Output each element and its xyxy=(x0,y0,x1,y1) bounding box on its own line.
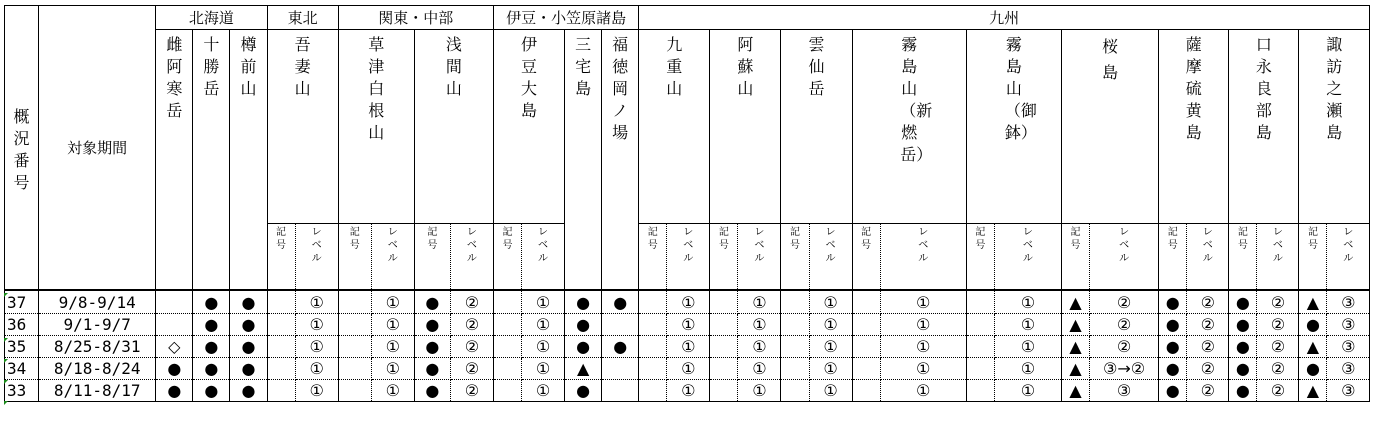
sub-mark-label: 記号 xyxy=(1167,227,1178,251)
table-row xyxy=(5,358,1370,380)
sub-level-kuju xyxy=(667,224,710,291)
cell-oshima-l: ① xyxy=(522,290,565,314)
cell-kusatsu-m xyxy=(338,290,371,314)
cell-oshima-m xyxy=(493,290,521,314)
sub-mark-azuma xyxy=(267,224,295,291)
cell-suwa-l: ③ xyxy=(1327,380,1370,402)
cell-no: 33 xyxy=(5,380,39,402)
cell-no: 36 xyxy=(5,314,39,336)
cell-satsuma-l: ② xyxy=(1187,336,1229,358)
no-label: 概況番号 xyxy=(13,106,30,192)
region-kanto: 関東・中部 xyxy=(338,6,493,30)
cell-period: 9/1-9/7 xyxy=(39,314,156,336)
cell-aso-m xyxy=(710,336,738,358)
cell-kusatsu-m xyxy=(338,314,371,336)
cell-period: 8/18-8/24 xyxy=(39,358,156,380)
cell-kuchi-m: ● xyxy=(1229,290,1257,314)
cell-kuju-l: ① xyxy=(667,358,710,380)
cell-tarumae: ● xyxy=(230,314,267,336)
sub-level-suwa xyxy=(1327,224,1370,291)
volcano-unzen: 雲仙岳 xyxy=(781,30,852,224)
comment-flag xyxy=(4,359,8,363)
cell-kuju-m xyxy=(639,380,667,402)
cell-tarumae: ● xyxy=(230,380,267,402)
volcano-tarumae: 樽前山 xyxy=(230,30,267,291)
comment-flag xyxy=(4,401,8,405)
cell-sakura-l: ③ xyxy=(1090,380,1159,402)
cell-unzen-l: ① xyxy=(809,380,852,402)
volcano-sakurajima: 桜島 xyxy=(1061,30,1158,224)
sub-level-ohachi xyxy=(994,224,1061,291)
cell-suwa-m: ● xyxy=(1299,314,1327,336)
cell-tokachi: ● xyxy=(193,290,230,314)
cell-kusatsu-l: ① xyxy=(371,314,414,336)
cell-satsuma-l: ② xyxy=(1187,358,1229,380)
cell-azuma-m xyxy=(267,336,295,358)
cell-aso-m xyxy=(710,380,738,402)
region-izu: 伊豆・小笠原諸島 xyxy=(493,6,638,30)
cell-asama-m: ● xyxy=(414,380,450,402)
cell-ohachi-m xyxy=(966,290,994,314)
sub-mark-label: 記号 xyxy=(718,227,729,251)
sub-level-kusatsu xyxy=(371,224,414,291)
sub-level-label: レベル xyxy=(754,227,765,264)
cell-sakura-m: ▲ xyxy=(1061,336,1089,358)
sub-level-asama xyxy=(450,224,493,291)
volcano-kuchinoerabu: 口永良部島 xyxy=(1229,30,1299,224)
cell-shinmoe-m xyxy=(852,290,880,314)
cell-kuju-l: ① xyxy=(667,380,710,402)
cell-suwa-l: ③ xyxy=(1327,314,1370,336)
volcano-kusatsu: 草津白根山 xyxy=(338,30,414,224)
cell-oshima-m xyxy=(493,314,521,336)
cell-oshima-m xyxy=(493,380,521,402)
cell-kuchi-l: ② xyxy=(1257,290,1299,314)
cell-kuju-l: ① xyxy=(667,314,710,336)
cell-meakan xyxy=(156,290,193,314)
sub-level-label: レベル xyxy=(387,227,398,264)
sub-level-azuma xyxy=(295,224,338,291)
sub-mark-oshima xyxy=(493,224,521,291)
cell-oshima-m xyxy=(493,358,521,380)
cell-kusatsu-l: ① xyxy=(371,290,414,314)
cell-period: 8/25-8/31 xyxy=(39,336,156,358)
sub-mark-sakura xyxy=(1061,224,1089,291)
cell-aso-m xyxy=(710,290,738,314)
cell-suwa-m: ▲ xyxy=(1299,336,1327,358)
sub-mark-label: 記号 xyxy=(789,227,800,251)
sub-mark-label: 記号 xyxy=(1237,227,1248,251)
cell-no: 37 xyxy=(5,290,39,314)
sub-level-aso xyxy=(738,224,781,291)
cell-miyake: ▲ xyxy=(565,358,602,380)
cell-shinmoe-l: ① xyxy=(880,290,966,314)
cell-kuju-l: ① xyxy=(667,290,710,314)
cell-kuchi-m: ● xyxy=(1229,380,1257,402)
data-rows xyxy=(5,290,1370,402)
cell-kuchi-m: ● xyxy=(1229,358,1257,380)
sub-mark-satsuma xyxy=(1159,224,1187,291)
cell-kuchi-l: ② xyxy=(1257,380,1299,402)
cell-ohachi-l: ① xyxy=(994,380,1061,402)
cell-unzen-m xyxy=(781,314,809,336)
cell-unzen-m xyxy=(781,290,809,314)
cell-kuju-l: ① xyxy=(667,336,710,358)
cell-sakura-m: ▲ xyxy=(1061,314,1089,336)
volcano-kirishima-shinmoe: 霧島山（新燃岳） xyxy=(852,30,966,224)
cell-ohachi-l: ① xyxy=(994,336,1061,358)
header-no xyxy=(5,6,39,291)
cell-kuju-m xyxy=(639,336,667,358)
cell-aso-m xyxy=(710,358,738,380)
sub-level-oshima xyxy=(522,224,565,291)
region-tohoku: 東北 xyxy=(267,6,338,30)
cell-aso-m xyxy=(710,314,738,336)
cell-asama-m: ● xyxy=(414,314,450,336)
volcano-aso: 阿蘇山 xyxy=(710,30,781,224)
cell-meakan: ● xyxy=(156,380,193,402)
cell-satsuma-l: ② xyxy=(1187,314,1229,336)
cell-azuma-l: ① xyxy=(295,314,338,336)
sub-level-kuchi xyxy=(1257,224,1299,291)
cell-unzen-l: ① xyxy=(809,314,852,336)
cell-sakura-m: ▲ xyxy=(1061,380,1089,402)
cell-miyake: ● xyxy=(565,290,602,314)
cell-suwa-l: ③ xyxy=(1327,290,1370,314)
cell-azuma-l: ① xyxy=(295,380,338,402)
cell-azuma-m xyxy=(267,358,295,380)
cell-azuma-m xyxy=(267,314,295,336)
cell-tarumae: ● xyxy=(230,358,267,380)
sub-mark-aso xyxy=(710,224,738,291)
cell-unzen-m xyxy=(781,336,809,358)
cell-no: 34 xyxy=(5,358,39,380)
volcano-meakan: 雌阿寒岳 xyxy=(156,30,193,291)
sub-level-satsuma xyxy=(1187,224,1229,291)
region-hokkaido: 北海道 xyxy=(156,6,267,30)
cell-no: 35 xyxy=(5,336,39,358)
cell-ohachi-m xyxy=(966,336,994,358)
cell-unzen-l: ① xyxy=(809,336,852,358)
cell-fukutoku xyxy=(602,358,639,380)
volcano-asama: 浅間山 xyxy=(414,30,493,224)
sub-level-sakura xyxy=(1090,224,1159,291)
sub-mark-asama xyxy=(414,224,450,291)
cell-miyake: ● xyxy=(565,314,602,336)
cell-kuchi-m: ● xyxy=(1229,336,1257,358)
sub-mark-label: 記号 xyxy=(502,227,513,251)
sub-level-label: レベル xyxy=(918,227,929,264)
volcano-kuju: 九重山 xyxy=(639,30,710,224)
table-row xyxy=(5,314,1370,336)
cell-kuchi-m: ● xyxy=(1229,314,1257,336)
cell-aso-l: ① xyxy=(738,290,781,314)
cell-satsuma-l: ② xyxy=(1187,380,1229,402)
region-kyushu: 九州 xyxy=(639,6,1370,30)
cell-meakan: ● xyxy=(156,358,193,380)
cell-kusatsu-m xyxy=(338,380,371,402)
cell-asama-l: ② xyxy=(450,358,493,380)
cell-ohachi-m xyxy=(966,314,994,336)
cell-tarumae: ● xyxy=(230,336,267,358)
cell-fukutoku xyxy=(602,380,639,402)
cell-kuju-m xyxy=(639,314,667,336)
cell-sakura-l: ② xyxy=(1090,314,1159,336)
sub-mark-ohachi xyxy=(966,224,994,291)
cell-kusatsu-l: ① xyxy=(371,380,414,402)
cell-shinmoe-m xyxy=(852,380,880,402)
cell-fukutoku xyxy=(602,314,639,336)
header-period: 対象期間 xyxy=(39,6,156,291)
volcano-miyake: 三宅島 xyxy=(565,30,602,291)
cell-asama-l: ② xyxy=(450,314,493,336)
volcano-status-table xyxy=(4,5,1370,402)
cell-ohachi-m xyxy=(966,358,994,380)
cell-satsuma-m: ● xyxy=(1159,290,1187,314)
cell-satsuma-l: ② xyxy=(1187,290,1229,314)
cell-ohachi-l: ① xyxy=(994,358,1061,380)
table-row xyxy=(5,290,1370,314)
cell-satsuma-m: ● xyxy=(1159,380,1187,402)
cell-azuma-m xyxy=(267,290,295,314)
cell-aso-l: ① xyxy=(738,380,781,402)
cell-aso-l: ① xyxy=(738,314,781,336)
cell-azuma-l: ① xyxy=(295,358,338,380)
cell-unzen-l: ① xyxy=(809,290,852,314)
cell-unzen-l: ① xyxy=(809,358,852,380)
cell-shinmoe-m xyxy=(852,314,880,336)
sub-level-label: レベル xyxy=(1022,227,1033,264)
volcano-izuoshima: 伊豆大島 xyxy=(493,30,564,224)
cell-oshima-l: ① xyxy=(522,358,565,380)
cell-kuchi-l: ② xyxy=(1257,358,1299,380)
cell-shinmoe-m xyxy=(852,358,880,380)
cell-oshima-l: ① xyxy=(522,336,565,358)
cell-unzen-m xyxy=(781,358,809,380)
cell-aso-l: ① xyxy=(738,358,781,380)
volcano-suwanose: 諏訪之瀬島 xyxy=(1299,30,1370,224)
cell-suwa-m: ▲ xyxy=(1299,380,1327,402)
cell-shinmoe-l: ① xyxy=(880,314,966,336)
cell-tokachi: ● xyxy=(193,380,230,402)
sub-level-label: レベル xyxy=(311,227,322,264)
volcano-kirishima-ohachi: 霧島山（御鉢） xyxy=(966,30,1061,224)
cell-kusatsu-l: ① xyxy=(371,358,414,380)
cell-ohachi-m xyxy=(966,380,994,402)
cell-ohachi-l: ① xyxy=(994,314,1061,336)
cell-kuju-m xyxy=(639,290,667,314)
comment-flag xyxy=(4,380,8,384)
sub-mark-label: 記号 xyxy=(861,227,872,251)
sub-level-shinmoe xyxy=(880,224,966,291)
sub-level-label: レベル xyxy=(466,227,477,264)
cell-satsuma-m: ● xyxy=(1159,314,1187,336)
cell-fukutoku: ● xyxy=(602,336,639,358)
cell-asama-l: ② xyxy=(450,380,493,402)
cell-suwa-m: ▲ xyxy=(1299,290,1327,314)
sub-mark-label: 記号 xyxy=(276,227,287,251)
cell-shinmoe-l: ① xyxy=(880,336,966,358)
cell-aso-l: ① xyxy=(738,336,781,358)
cell-sakura-l: ② xyxy=(1090,336,1159,358)
cell-kuchi-l: ② xyxy=(1257,314,1299,336)
comment-flag xyxy=(4,338,8,342)
cell-asama-m: ● xyxy=(414,358,450,380)
cell-shinmoe-l: ① xyxy=(880,380,966,402)
cell-sakura-m: ▲ xyxy=(1061,290,1089,314)
cell-tokachi: ● xyxy=(193,336,230,358)
sub-mark-suwa xyxy=(1299,224,1327,291)
cell-sakura-l: ② xyxy=(1090,290,1159,314)
cell-azuma-l: ① xyxy=(295,290,338,314)
cell-satsuma-m: ● xyxy=(1159,358,1187,380)
cell-oshima-l: ① xyxy=(522,380,565,402)
cell-sakura-l: ③→② xyxy=(1090,358,1159,380)
cell-kusatsu-l: ① xyxy=(371,336,414,358)
cell-period: 9/8-9/14 xyxy=(39,290,156,314)
sub-level-label: レベル xyxy=(683,227,694,264)
cell-kusatsu-m xyxy=(338,358,371,380)
sub-mark-label: 記号 xyxy=(1307,227,1318,251)
cell-asama-l: ② xyxy=(450,290,493,314)
table-row xyxy=(5,380,1370,402)
cell-suwa-l: ③ xyxy=(1327,336,1370,358)
cell-kusatsu-m xyxy=(338,336,371,358)
sub-mark-shinmoe xyxy=(852,224,880,291)
cell-miyake: ● xyxy=(565,380,602,402)
sub-mark-kuju xyxy=(639,224,667,291)
cell-sakura-m: ▲ xyxy=(1061,358,1089,380)
table-row xyxy=(5,336,1370,358)
cell-meakan xyxy=(156,314,193,336)
cell-asama-m: ● xyxy=(414,290,450,314)
sub-mark-label: 記号 xyxy=(427,227,438,251)
cell-period: 8/11-8/17 xyxy=(39,380,156,402)
volcano-satsuma-iojima: 薩摩硫黄島 xyxy=(1159,30,1229,224)
cell-meakan: ◇ xyxy=(156,336,193,358)
comment-flag xyxy=(4,293,8,297)
cell-asama-m: ● xyxy=(414,336,450,358)
cell-suwa-l: ③ xyxy=(1327,358,1370,380)
sub-mark-unzen xyxy=(781,224,809,291)
sub-level-label: レベル xyxy=(1119,227,1130,264)
cell-oshima-l: ① xyxy=(522,314,565,336)
cell-fukutoku: ● xyxy=(602,290,639,314)
sub-mark-label: 記号 xyxy=(647,227,658,251)
cell-miyake: ● xyxy=(565,336,602,358)
cell-shinmoe-l: ① xyxy=(880,358,966,380)
sub-level-label: レベル xyxy=(825,227,836,264)
volcano-tokachi: 十勝岳 xyxy=(193,30,230,291)
cell-satsuma-m: ● xyxy=(1159,336,1187,358)
sub-mark-label: 記号 xyxy=(349,227,360,251)
cell-kuju-m xyxy=(639,358,667,380)
sub-mark-kuchi xyxy=(1229,224,1257,291)
cell-kuchi-l: ② xyxy=(1257,336,1299,358)
cell-ohachi-l: ① xyxy=(994,290,1061,314)
sub-mark-kusatsu xyxy=(338,224,371,291)
sub-level-label: レベル xyxy=(1202,227,1213,264)
cell-tokachi: ● xyxy=(193,314,230,336)
cell-azuma-m xyxy=(267,380,295,402)
sub-level-label: レベル xyxy=(538,227,549,264)
sub-mark-label: 記号 xyxy=(1070,227,1081,251)
cell-tarumae: ● xyxy=(230,290,267,314)
cell-oshima-m xyxy=(493,336,521,358)
cell-azuma-l: ① xyxy=(295,336,338,358)
cell-suwa-m: ● xyxy=(1299,358,1327,380)
volcano-azuma: 吾妻山 xyxy=(267,30,338,224)
volcano-fukutoku: 福徳岡ノ場 xyxy=(602,30,639,291)
sub-mark-label: 記号 xyxy=(975,227,986,251)
cell-shinmoe-m xyxy=(852,336,880,358)
sub-level-unzen xyxy=(809,224,852,291)
sub-level-label: レベル xyxy=(1343,227,1354,264)
sub-level-label: レベル xyxy=(1272,227,1283,264)
cell-asama-l: ② xyxy=(450,336,493,358)
cell-unzen-m xyxy=(781,380,809,402)
cell-tokachi: ● xyxy=(193,358,230,380)
